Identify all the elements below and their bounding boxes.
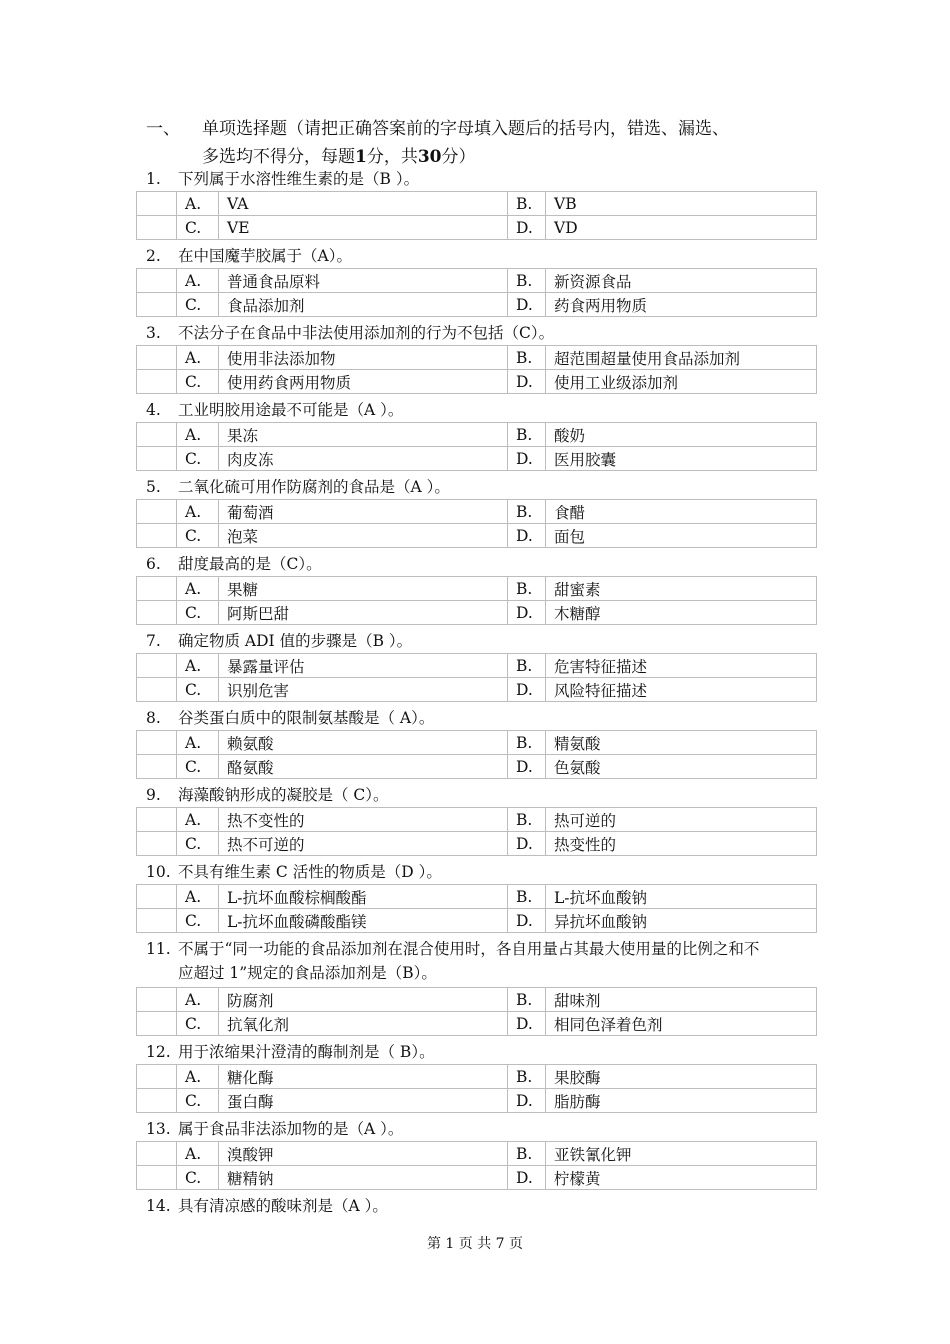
- option-text: 阿斯巴甜: [219, 601, 508, 625]
- option-text: 热变性的: [546, 832, 817, 856]
- options-row: [137, 1089, 817, 1113]
- option-text: L-抗坏血酸磷酸酯镁: [219, 909, 508, 933]
- option-text: 超范围超量使用食品添加剂: [546, 346, 817, 370]
- options-row: [137, 808, 817, 832]
- option-letter: B.: [508, 577, 546, 601]
- options-table: [136, 653, 817, 702]
- option-text: 医用胶囊: [546, 447, 817, 471]
- option-text: 面包: [546, 524, 817, 548]
- option-text: 亚铁氰化钾: [546, 1142, 817, 1166]
- option-text: 暴露量评估: [219, 654, 508, 678]
- question-number: 8.: [146, 709, 161, 727]
- option-letter: D.: [508, 293, 546, 317]
- question-number: 5.: [146, 478, 161, 496]
- option-letter: B.: [508, 423, 546, 447]
- option-letter: D.: [508, 524, 546, 548]
- blank-cell: [137, 601, 177, 625]
- options-row: [137, 1012, 817, 1036]
- option-text: 使用药食两用物质: [219, 370, 508, 394]
- options-table: [136, 987, 817, 1036]
- question-text: 不属于“同一功能的食品添加剂在混合使用时，各自用量占其最大使用量的比例之和不: [178, 940, 760, 958]
- option-text: 异抗坏血酸钠: [546, 909, 817, 933]
- question-text: 用于浓缩果汁澄清的酶制剂是（ B）。: [178, 1043, 435, 1061]
- option-text: 精氨酸: [546, 731, 817, 755]
- option-text: 新资源食品: [546, 269, 817, 293]
- option-letter: C.: [177, 755, 219, 779]
- question-number: 6.: [146, 555, 161, 573]
- option-text: 酸奶: [546, 423, 817, 447]
- question-number: 10.: [146, 863, 171, 881]
- option-text: 热可逆的: [546, 808, 817, 832]
- question-number: 2.: [146, 247, 161, 265]
- option-letter: A.: [177, 988, 219, 1012]
- option-letter: C.: [177, 601, 219, 625]
- blank-cell: [137, 909, 177, 933]
- option-letter: A.: [177, 500, 219, 524]
- option-letter: B.: [508, 654, 546, 678]
- blank-cell: [137, 1142, 177, 1166]
- option-text: 甜蜜素: [546, 577, 817, 601]
- options-row: [137, 192, 817, 216]
- question-number: 1.: [146, 170, 161, 188]
- blank-cell: [137, 524, 177, 548]
- option-letter: C.: [177, 370, 219, 394]
- blank-cell: [137, 346, 177, 370]
- option-letter: B.: [508, 346, 546, 370]
- options-table: [136, 1064, 817, 1113]
- blank-cell: [137, 988, 177, 1012]
- option-letter: D.: [508, 1166, 546, 1190]
- options-row: [137, 731, 817, 755]
- question-7: [146, 629, 412, 653]
- option-text: 果冻: [219, 423, 508, 447]
- blank-cell: [137, 1089, 177, 1113]
- question-6: [146, 552, 322, 576]
- options-row: [137, 293, 817, 317]
- blank-cell: [137, 423, 177, 447]
- option-text: 溴酸钾: [219, 1142, 508, 1166]
- option-letter: A.: [177, 885, 219, 909]
- question-number: 11.: [146, 940, 171, 958]
- question-8: [146, 706, 434, 730]
- option-text: 脂肪酶: [546, 1089, 817, 1113]
- question-3: [146, 321, 554, 345]
- option-letter: D.: [508, 832, 546, 856]
- blank-cell: [137, 269, 177, 293]
- question-number: 14.: [146, 1197, 171, 1215]
- question-number: 9.: [146, 786, 161, 804]
- option-text: 赖氨酸: [219, 731, 508, 755]
- option-text: VD: [546, 216, 817, 240]
- options-table: [136, 345, 817, 394]
- option-letter: A.: [177, 808, 219, 832]
- options-table: [136, 730, 817, 779]
- question-text: 谷类蛋白质中的限制氨基酸是（ A）。: [178, 709, 435, 727]
- question-10: [146, 860, 442, 884]
- options-table: [136, 422, 817, 471]
- option-letter: D.: [508, 447, 546, 471]
- question-number: 4.: [146, 401, 161, 419]
- question-text: 确定物质 ADI 值的步骤是（B ）。: [178, 632, 413, 650]
- blank-cell: [137, 755, 177, 779]
- question-12: [146, 1040, 435, 1064]
- blank-cell: [137, 500, 177, 524]
- option-text: 防腐剂: [219, 988, 508, 1012]
- option-text: 抗氧化剂: [219, 1012, 508, 1036]
- question-text: 不法分子在食品中非法使用添加剂的行为不包括（C）。: [178, 324, 555, 342]
- option-text: 泡菜: [219, 524, 508, 548]
- option-text: 葡萄酒: [219, 500, 508, 524]
- blank-cell: [137, 678, 177, 702]
- option-text: 普通食品原料: [219, 269, 508, 293]
- question-5: [146, 475, 450, 499]
- options-row: [137, 346, 817, 370]
- options-row: [137, 755, 817, 779]
- section-heading: [146, 115, 826, 171]
- option-letter: D.: [508, 601, 546, 625]
- options-table: [136, 884, 817, 933]
- question-11: [146, 937, 759, 961]
- blank-cell: [137, 192, 177, 216]
- option-letter: A.: [177, 346, 219, 370]
- option-letter: A.: [177, 1142, 219, 1166]
- option-letter: B.: [508, 885, 546, 909]
- options-row: [137, 447, 817, 471]
- question-13: [146, 1117, 403, 1141]
- question-number: 3.: [146, 324, 161, 342]
- options-row: [137, 1065, 817, 1089]
- option-text: VB: [546, 192, 817, 216]
- blank-cell: [137, 654, 177, 678]
- option-text: 热不变性的: [219, 808, 508, 832]
- option-letter: A.: [177, 1065, 219, 1089]
- option-letter: C.: [177, 1166, 219, 1190]
- option-letter: B.: [508, 1065, 546, 1089]
- option-letter: D.: [508, 678, 546, 702]
- option-letter: C.: [177, 216, 219, 240]
- options-table: [136, 807, 817, 856]
- option-text: 肉皮冻: [219, 447, 508, 471]
- option-letter: A.: [177, 269, 219, 293]
- blank-cell: [137, 293, 177, 317]
- blank-cell: [137, 447, 177, 471]
- option-text: 柠檬黄: [546, 1166, 817, 1190]
- option-letter: B.: [508, 988, 546, 1012]
- option-letter: D.: [508, 909, 546, 933]
- option-letter: B.: [508, 731, 546, 755]
- options-table: [136, 576, 817, 625]
- blank-cell: [137, 885, 177, 909]
- option-letter: C.: [177, 1089, 219, 1113]
- option-text: 食品添加剂: [219, 293, 508, 317]
- options-row: [137, 216, 817, 240]
- option-text: 食醋: [546, 500, 817, 524]
- question-number: 7.: [146, 632, 161, 650]
- question-2: [146, 244, 352, 268]
- option-letter: C.: [177, 678, 219, 702]
- option-text: VA: [219, 192, 508, 216]
- option-text: 热不可逆的: [219, 832, 508, 856]
- option-letter: C.: [177, 447, 219, 471]
- option-letter: A.: [177, 654, 219, 678]
- option-letter: C.: [177, 293, 219, 317]
- blank-cell: [137, 1166, 177, 1190]
- option-letter: C.: [177, 909, 219, 933]
- options-row: [137, 524, 817, 548]
- question-text-continued: 应超过 1”规定的食品添加剂是（B）。: [178, 964, 437, 982]
- option-text: 糖精钠: [219, 1166, 508, 1190]
- options-table: [136, 191, 817, 240]
- question-1: [146, 167, 419, 191]
- options-row: [137, 909, 817, 933]
- options-row: [137, 269, 817, 293]
- option-letter: A.: [177, 423, 219, 447]
- question-text: 不具有维生素 C 活性的物质是（D ）。: [178, 863, 442, 881]
- options-row: [137, 678, 817, 702]
- option-text: 果糖: [219, 577, 508, 601]
- option-letter: D.: [508, 755, 546, 779]
- blank-cell: [137, 370, 177, 394]
- question-text: 在中国魔芋胶属于（A）。: [178, 247, 352, 265]
- question-text: 属于食品非法添加物的是（A ）。: [178, 1120, 404, 1138]
- option-letter: D.: [508, 1089, 546, 1113]
- blank-cell: [137, 808, 177, 832]
- option-text: 色氨酸: [546, 755, 817, 779]
- options-row: [137, 601, 817, 625]
- blank-cell: [137, 216, 177, 240]
- question-9: [146, 783, 389, 807]
- options-table: [136, 268, 817, 317]
- question-14: [146, 1194, 388, 1218]
- blank-cell: [137, 731, 177, 755]
- question-number: 12.: [146, 1043, 171, 1061]
- question-number: 13.: [146, 1120, 171, 1138]
- blank-cell: [137, 1012, 177, 1036]
- options-table: [136, 1141, 817, 1190]
- options-row: [137, 500, 817, 524]
- options-row: [137, 654, 817, 678]
- option-text: 识别危害: [219, 678, 508, 702]
- option-text: 甜味剂: [546, 988, 817, 1012]
- options-table: [136, 499, 817, 548]
- option-text: 相同色泽着色剂: [546, 1012, 817, 1036]
- options-row: [137, 988, 817, 1012]
- blank-cell: [137, 832, 177, 856]
- options-row: [137, 1166, 817, 1190]
- option-text: 药食两用物质: [546, 293, 817, 317]
- option-text: 风险特征描述: [546, 678, 817, 702]
- option-letter: C.: [177, 832, 219, 856]
- question-text: 具有清凉感的酸味剂是（A ）。: [178, 1197, 388, 1215]
- option-letter: D.: [508, 1012, 546, 1036]
- option-text: 果胶酶: [546, 1065, 817, 1089]
- option-text: 危害特征描述: [546, 654, 817, 678]
- option-text: L-抗坏血酸棕榈酸酯: [219, 885, 508, 909]
- question-text: 甜度最高的是（C）。: [178, 555, 322, 573]
- blank-cell: [137, 577, 177, 601]
- blank-cell: [137, 1065, 177, 1089]
- option-letter: C.: [177, 524, 219, 548]
- option-letter: B.: [508, 500, 546, 524]
- option-text: 糖化酶: [219, 1065, 508, 1089]
- option-text: 木糖醇: [546, 601, 817, 625]
- option-letter: A.: [177, 731, 219, 755]
- option-letter: C.: [177, 1012, 219, 1036]
- option-letter: B.: [508, 808, 546, 832]
- option-letter: D.: [508, 370, 546, 394]
- question-4: [146, 398, 403, 422]
- options-row: [137, 423, 817, 447]
- option-text: 酪氨酸: [219, 755, 508, 779]
- option-text: L-抗坏血酸钠: [546, 885, 817, 909]
- page-footer: 第 1 页 共 7 页: [426, 1236, 524, 1252]
- options-row: [137, 832, 817, 856]
- question-text: 工业明胶用途最不可能是（A ）。: [178, 401, 404, 419]
- option-letter: B.: [508, 1142, 546, 1166]
- question-text: 二氧化硫可用作防腐剂的食品是（A ）。: [178, 478, 450, 496]
- option-letter: A.: [177, 577, 219, 601]
- section-instructions: 单项选择题（请把正确答案前的字母填入题后的括号内，错选、漏选、 多选均不得分，每题1分，共30分）: [202, 119, 729, 167]
- options-row: [137, 885, 817, 909]
- section-number: 一、: [146, 119, 180, 139]
- option-text: 使用工业级添加剂: [546, 370, 817, 394]
- option-letter: D.: [508, 216, 546, 240]
- options-row: [137, 370, 817, 394]
- option-letter: A.: [177, 192, 219, 216]
- option-text: VE: [219, 216, 508, 240]
- options-row: [137, 577, 817, 601]
- question-text: 海藻酸钠形成的凝胶是（ C）。: [178, 786, 389, 804]
- option-text: 蛋白酶: [219, 1089, 508, 1113]
- question-text: 下列属于水溶性维生素的是（B ）。: [178, 170, 420, 188]
- option-letter: B.: [508, 269, 546, 293]
- options-row: [137, 1142, 817, 1166]
- option-text: 使用非法添加物: [219, 346, 508, 370]
- option-letter: B.: [508, 192, 546, 216]
